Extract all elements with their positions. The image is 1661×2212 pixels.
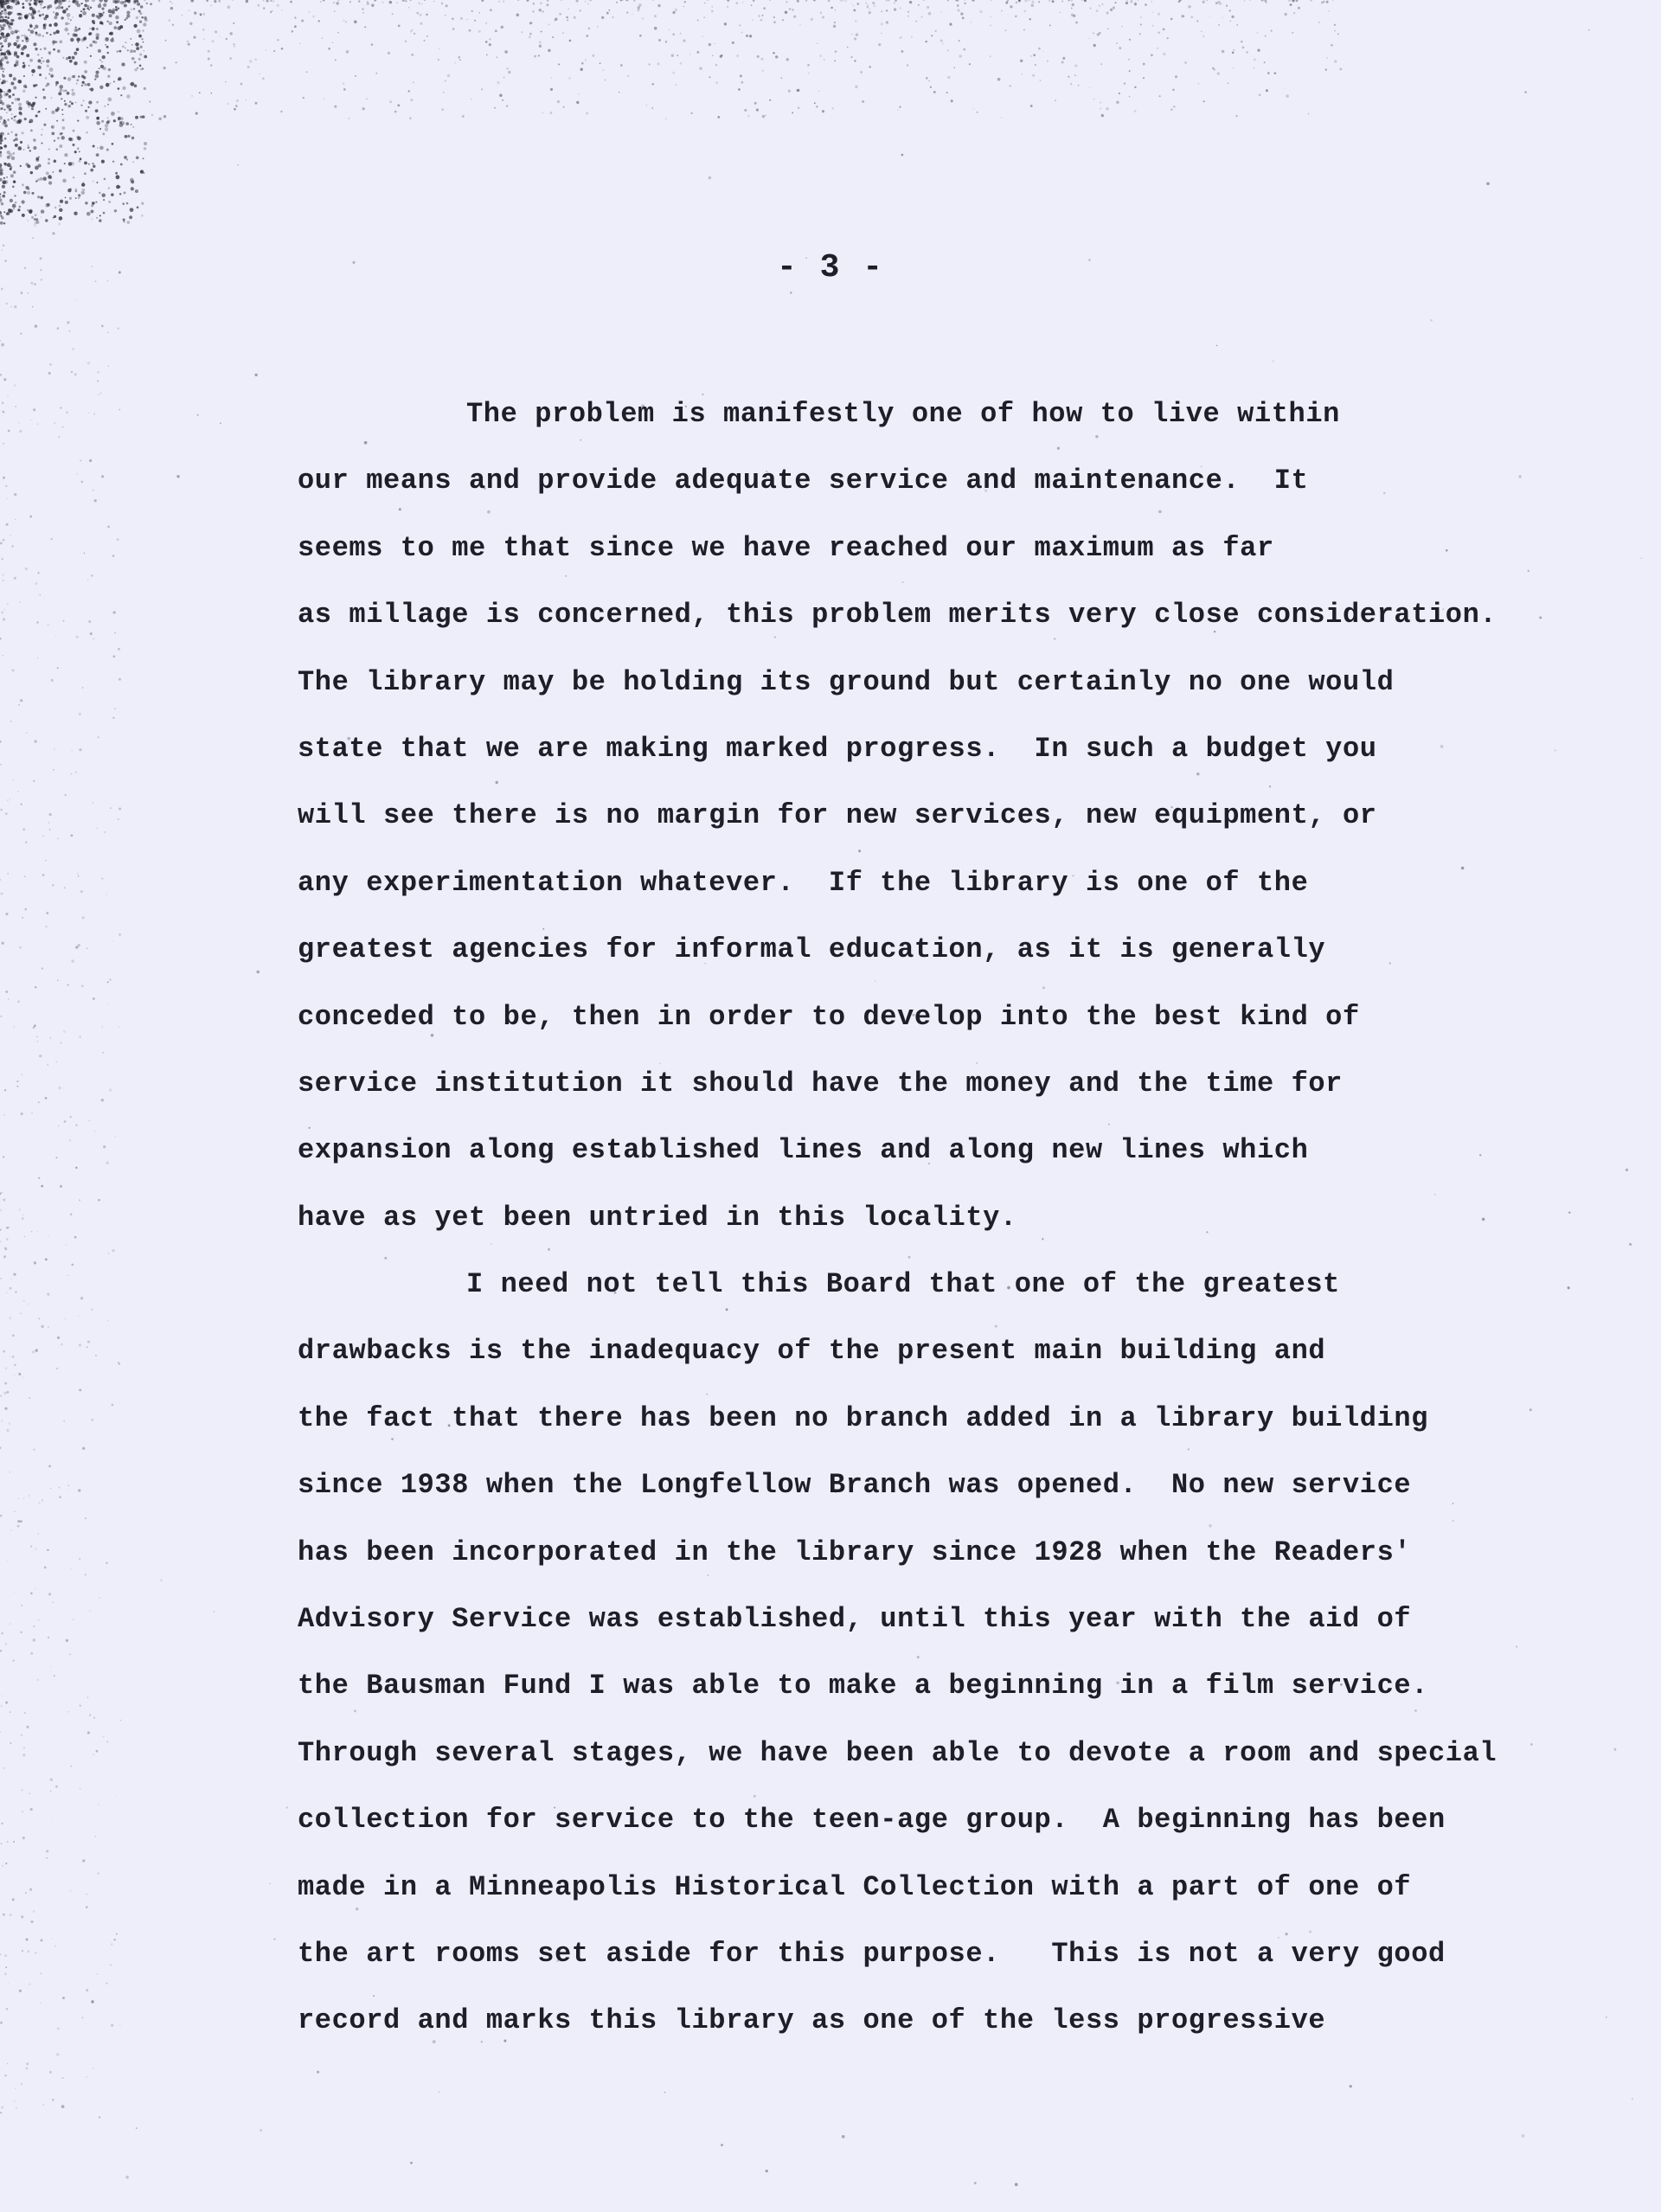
text-line: greatest agencies for informal education, as it is generally (298, 933, 1326, 966)
page-number: - 3 - (776, 249, 885, 286)
text-line: collection for service to the teen-age group. A beginning has been (298, 1804, 1446, 1837)
text-line: Advisory Service was established, until this year with the aid of (298, 1603, 1412, 1636)
text-line: have as yet been untried in this locality. (298, 1201, 1017, 1234)
paragraph-1 (298, 381, 1509, 1251)
text-line: has been incorporated in the library since 1928 when the Readers' (298, 1536, 1412, 1568)
text-line: expansion along established lines and along new lines which (298, 1134, 1309, 1167)
body-text (298, 381, 1509, 2055)
text-line: will see there is no margin for new services, new equipment, or (298, 799, 1377, 832)
text-line: since 1938 when the Longfellow Branch was opened. No new service (298, 1469, 1412, 1502)
text-line: the fact that there has been no branch added in a library building (298, 1401, 1429, 1434)
text-line: The library may be holding its ground but certainly no one would (298, 665, 1395, 698)
text-line: drawbacks is the inadequacy of the present main building and (298, 1335, 1326, 1368)
text-line: Through several stages, we have been able to devote a room and special (298, 1736, 1497, 1769)
text-line: as millage is concerned, this problem merits very close consideration. (298, 599, 1497, 632)
paragraph-2 (298, 1251, 1509, 2055)
text-line: service institution it should have the money and the time for (298, 1067, 1343, 1100)
text-line: our means and provide adequate service and maintenance. It (298, 465, 1309, 497)
text-line: conceded to be, then in order to develop into the best kind of (298, 1000, 1360, 1033)
text-line: state that we are making marked progress. In such a budget you (298, 732, 1377, 765)
text-line: seems to me that since we have reached our maximum as far (298, 531, 1274, 564)
text-line: the art rooms set aside for this purpose. This is not a very good (298, 1937, 1446, 1970)
text-line: made in a Minneapolis Historical Collection with a part of one of (298, 1870, 1412, 1903)
text-line: I need not tell this Board that one of the greatest (466, 1268, 1340, 1301)
text-line: any experimentation whatever. If the library is one of the (298, 866, 1309, 899)
text-line: record and marks this library as one of the less progressive (298, 2004, 1326, 2037)
text-line: The problem is manifestly one of how to live within (466, 398, 1340, 430)
text-line: the Bausman Fund I was able to make a beginning in a film service. (298, 1670, 1429, 1702)
